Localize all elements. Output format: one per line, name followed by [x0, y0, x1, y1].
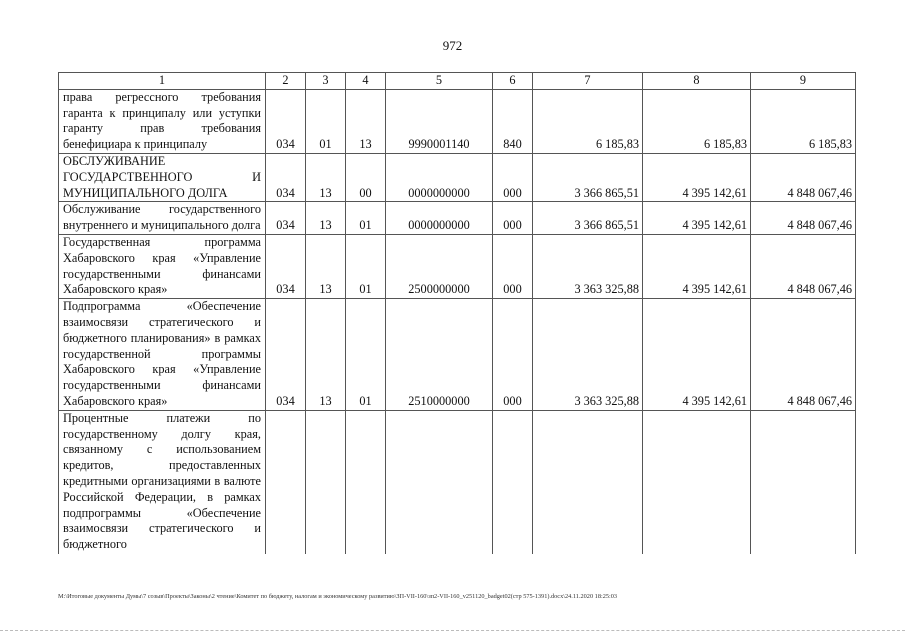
- cell-c3: 01: [306, 89, 346, 153]
- page-edge: [0, 630, 905, 631]
- cell-c8: 4 395 142,61: [643, 153, 751, 201]
- column-header: 3: [306, 73, 346, 90]
- cell-c3: 13: [306, 234, 346, 298]
- cell-c3: [306, 410, 346, 554]
- column-header: 1: [59, 73, 266, 90]
- cell-c3: 13: [306, 202, 346, 235]
- cell-c5: 0000000000: [386, 202, 493, 235]
- table-row: [59, 410, 856, 554]
- row-description: Обслуживание государственного внутреннего и муниципального долга: [59, 202, 266, 235]
- row-description: ОБСЛУЖИВАНИЕ ГОСУДАРСТВЕННОГО И МУНИЦИПАЛЬНОГО ДОЛГА: [59, 153, 266, 201]
- cell-c2: 034: [266, 234, 306, 298]
- row-description: Государственная программа Хабаровского края «Управление государственными финансами Хабаровского края»: [59, 234, 266, 298]
- cell-c9: 4 848 067,46: [751, 202, 856, 235]
- cell-c8: 4 395 142,61: [643, 299, 751, 411]
- cell-c2: 034: [266, 202, 306, 235]
- cell-c9: 6 185,83: [751, 89, 856, 153]
- cell-c4: 01: [346, 299, 386, 411]
- cell-c5: 0000000000: [386, 153, 493, 201]
- cell-c6: 000: [493, 234, 533, 298]
- cell-c3: 13: [306, 153, 346, 201]
- file-path-footer: М:\Итоговые документы Думы\7 созыв\Проекты\Законы\2 чтение\Комитет по бюджету, налогам и экономическому развитию\ЗП-VII-160\зп2-VII-160_v251120_badget02(стр 575-1391).docx\24.11.2020 18:25:03: [58, 593, 618, 600]
- column-header: 6: [493, 73, 533, 90]
- cell-c2: 034: [266, 153, 306, 201]
- cell-c9: 4 848 067,46: [751, 234, 856, 298]
- column-header: 8: [643, 73, 751, 90]
- cell-c7: 3 363 325,88: [533, 234, 643, 298]
- table-row: [59, 234, 856, 298]
- cell-c8: 6 185,83: [643, 89, 751, 153]
- table-row: [59, 89, 856, 153]
- cell-c2: [266, 410, 306, 554]
- cell-c8: 4 395 142,61: [643, 234, 751, 298]
- cell-c4: 00: [346, 153, 386, 201]
- row-description: Подпрограмма «Обеспечение взаимосвязи стратегического и бюджетного планирования» в рамках государственной программы Хабаровского края «Управление государственными финансами Хабаровского края»: [59, 299, 266, 411]
- cell-c6: 000: [493, 202, 533, 235]
- cell-c6: 840: [493, 89, 533, 153]
- cell-c7: 3 366 865,51: [533, 202, 643, 235]
- table-row: [59, 299, 856, 411]
- cell-c7: 6 185,83: [533, 89, 643, 153]
- cell-c2: 034: [266, 89, 306, 153]
- cell-c8: 4 395 142,61: [643, 202, 751, 235]
- cell-c7: 3 366 865,51: [533, 153, 643, 201]
- cell-c9: [751, 410, 856, 554]
- column-header: 4: [346, 73, 386, 90]
- table-row: [59, 153, 856, 201]
- cell-c7: 3 363 325,88: [533, 299, 643, 411]
- page-number: 972: [442, 38, 463, 53]
- column-header: 5: [386, 73, 493, 90]
- cell-c6: [493, 410, 533, 554]
- cell-c4: 01: [346, 202, 386, 235]
- cell-c4: 01: [346, 234, 386, 298]
- header-row: [59, 73, 856, 90]
- table-row: [59, 202, 856, 235]
- cell-c4: [346, 410, 386, 554]
- cell-c9: 4 848 067,46: [751, 153, 856, 201]
- cell-c5: [386, 410, 493, 554]
- cell-c5: 2510000000: [386, 299, 493, 411]
- cell-c4: 13: [346, 89, 386, 153]
- cell-c7: [533, 410, 643, 554]
- cell-c8: [643, 410, 751, 554]
- cell-c3: 13: [306, 299, 346, 411]
- column-header: 2: [266, 73, 306, 90]
- cell-c2: 034: [266, 299, 306, 411]
- cell-c6: 000: [493, 153, 533, 201]
- column-header: 7: [533, 73, 643, 90]
- cell-c9: 4 848 067,46: [751, 299, 856, 411]
- cell-c5: 2500000000: [386, 234, 493, 298]
- column-header: 9: [751, 73, 856, 90]
- cell-c6: 000: [493, 299, 533, 411]
- cell-c5: 9990001140: [386, 89, 493, 153]
- row-description: права регрессного требования гаранта к принципалу или уступки гаранту прав требования бенефициара к принципалу: [59, 89, 266, 153]
- budget-table: [58, 72, 856, 554]
- row-description: Процентные платежи по государственному долгу края, связанному с использованием кредитов, предоставленных кредитными организациями в валюте Российской Федерации, в рамках подпрограммы «Обеспечение взаимосвязи стратегического и бюджетного: [59, 410, 266, 554]
